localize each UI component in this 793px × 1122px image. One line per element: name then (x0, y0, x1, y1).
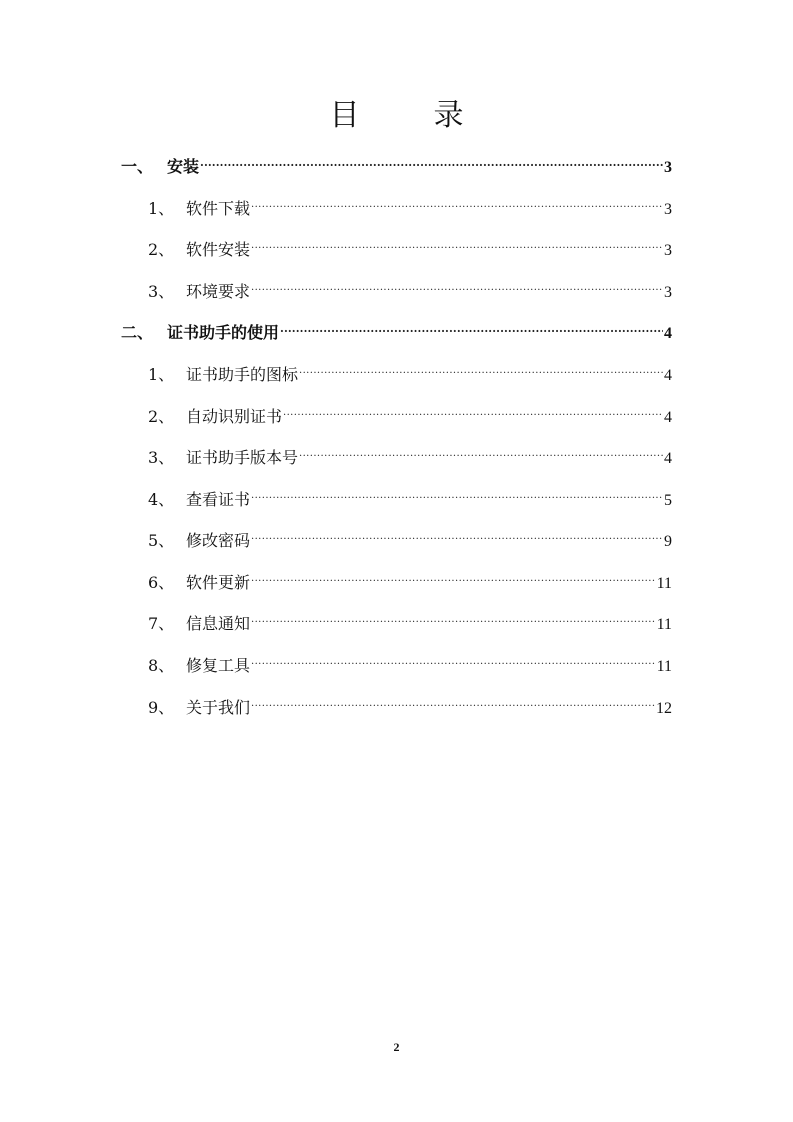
toc-title: 目 录 (329, 98, 486, 133)
toc-leader-dots (280, 312, 663, 338)
toc-entry-number: 7、 (148, 614, 175, 633)
toc-entry-text: 软件更新 (186, 573, 251, 592)
toc-entry-number: 9、 (148, 698, 175, 717)
toc-entry-text: 信息通知 (186, 614, 251, 633)
toc-entry[interactable] (148, 687, 672, 717)
toc-entry[interactable] (148, 603, 672, 633)
toc-entry-page: 4 (664, 325, 672, 342)
toc-entry[interactable] (121, 312, 672, 342)
toc-entry-page: 4 (664, 450, 672, 467)
toc-entry-page: 3 (664, 201, 672, 218)
toc-entry-number: 二、 (121, 323, 154, 342)
toc-entry-page: 11 (656, 658, 672, 675)
toc-entry-text: 修改密码 (186, 531, 251, 550)
toc-leader-dots (251, 687, 655, 713)
toc-entry-number: 5、 (148, 531, 175, 550)
toc-entry-text: 证书助手的使用 (167, 323, 280, 342)
toc-entry-text: 证书助手版本号 (186, 448, 299, 467)
toc-entry-page: 3 (664, 242, 672, 259)
toc-entry-text: 环境要求 (186, 282, 251, 301)
toc-leader-dots (200, 146, 663, 172)
toc-entry-text: 证书助手的图标 (186, 365, 299, 384)
toc-entry-page: 4 (664, 367, 672, 384)
toc-entry-number: 2、 (148, 240, 175, 259)
toc-entry[interactable] (148, 229, 672, 259)
toc-entry-number: 3、 (148, 448, 175, 467)
toc-leader-dots (251, 520, 663, 546)
toc-leader-dots (283, 396, 663, 422)
toc-leader-dots (251, 229, 663, 255)
toc-leader-dots (251, 645, 656, 671)
toc-entry[interactable] (148, 479, 672, 509)
toc-entry[interactable] (148, 188, 672, 218)
toc-entry-page: 11 (656, 575, 672, 592)
toc-entry[interactable] (148, 437, 672, 467)
toc-leader-dots (251, 479, 663, 505)
toc-entry[interactable] (148, 396, 672, 426)
toc-entry[interactable] (148, 645, 672, 675)
toc-entry-number: 6、 (148, 573, 175, 592)
toc-entry[interactable] (148, 520, 672, 550)
toc-entry-text: 查看证书 (186, 490, 251, 509)
toc-entry-number: 一、 (121, 157, 154, 176)
toc-entry-text: 关于我们 (186, 698, 251, 717)
toc-entry-page: 4 (664, 409, 672, 426)
toc-leader-dots (251, 271, 663, 297)
toc-entry[interactable] (121, 146, 672, 176)
toc-entry-text: 修复工具 (186, 656, 251, 675)
toc-leader-dots (299, 354, 663, 380)
toc-entry-number: 3、 (148, 282, 175, 301)
toc-entry-number: 1、 (148, 365, 175, 384)
toc-entry-page: 3 (664, 159, 672, 176)
toc-entry-number: 1、 (148, 199, 175, 218)
toc-entry[interactable] (148, 271, 672, 301)
toc-entry-page: 9 (664, 533, 672, 550)
toc-entry-number: 8、 (148, 656, 175, 675)
toc-entry-text: 软件安装 (186, 240, 251, 259)
toc-leader-dots (251, 603, 656, 629)
toc-leader-dots (251, 188, 663, 214)
toc-entry-number: 2、 (148, 407, 175, 426)
toc-entry[interactable] (148, 562, 672, 592)
toc-entry-number: 4、 (148, 490, 175, 509)
toc-entry-page: 5 (664, 492, 672, 509)
toc-entry-page: 11 (656, 616, 672, 633)
toc-entry-text: 安装 (167, 157, 200, 176)
toc-entry[interactable] (148, 354, 672, 384)
toc-leader-dots (251, 562, 656, 588)
toc-entry-page: 12 (656, 700, 672, 717)
page-number: 2 (393, 1040, 400, 1054)
toc-entry-page: 3 (664, 284, 672, 301)
toc-entry-text: 软件下载 (186, 199, 251, 218)
toc-entry-text: 自动识别证书 (186, 407, 283, 426)
toc-leader-dots (299, 437, 663, 463)
